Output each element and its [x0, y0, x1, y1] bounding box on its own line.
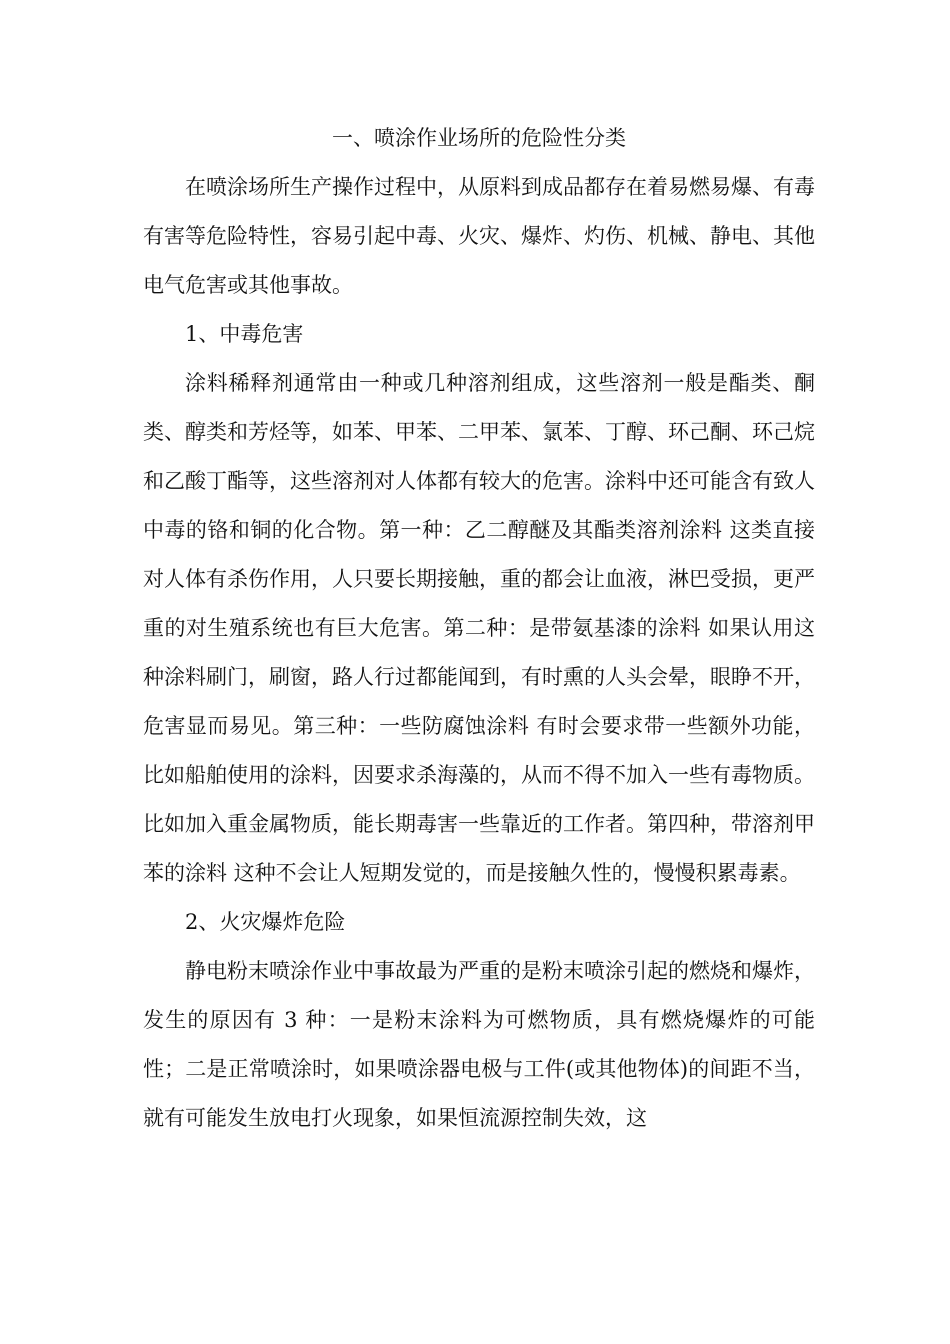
document-body	[143, 114, 815, 1143]
intro-paragraph: 在喷涂场所生产操作过程中，从原料到成品都存在着易燃易爆、有毒有害等危险特性，容易引起中毒、火灾、爆炸、灼伤、机械、静电、其他电气危害或其他事故。	[143, 175, 815, 297]
section-heading-fire-explosion: 2、火灾爆炸危险	[185, 910, 346, 934]
paragraph-fire-explosion: 静电粉末喷涂作业中事故最为严重的是粉末喷涂引起的燃烧和爆炸， 发生的原因有 3 种：一是粉末涂料为可燃物质，具有燃烧爆炸的可能性；二是正常喷涂时，如果喷涂器电极与工件(或其他物体)的间距不当，就有可能发生放电打火现象，如果恒流源控制失效，这	[143, 959, 815, 1130]
paragraph-poisoning: 涂料稀释剂通常由一种或几种溶剂组成，这些溶剂一般是酯类、酮类、醇类和芳烃等，如苯、甲苯、二甲苯、氯苯、丁醇、环己酮、环己烷和乙酸丁酯等，这些溶剂对人体都有较大的危害。涂料中还可能含有致人中毒的铬和铜的化合物。第一种：乙二醇醚及其酯类溶剂涂料 这类直接对人体有杀伤作用，人只要长期接触，重的都会让血液，淋巴受损，更严重的对生殖系统也有巨大危害。第二种：是带氨基漆的涂料 如果认用这种涂料刷门，刷窗，路人行过都能闻到，有时熏的人头会晕，眼睁不开，危害显而易见。第三种：一些防腐蚀涂料 有时会要求带一些额外功能，比如船舶使用的涂料，因要求杀海藻的，从而不得不加入一些有毒物质。比如加入重金属物质，能长期毒害一些靠近的工作者。第四种，带溶剂甲苯的涂料 这种不会让人短期发觉的，而是接触久性的，慢慢积累毒素。	[143, 371, 815, 885]
section-title: 一、喷涂作业场所的危险性分类	[332, 126, 626, 150]
section-heading-poisoning: 1、中毒危害	[185, 322, 304, 346]
